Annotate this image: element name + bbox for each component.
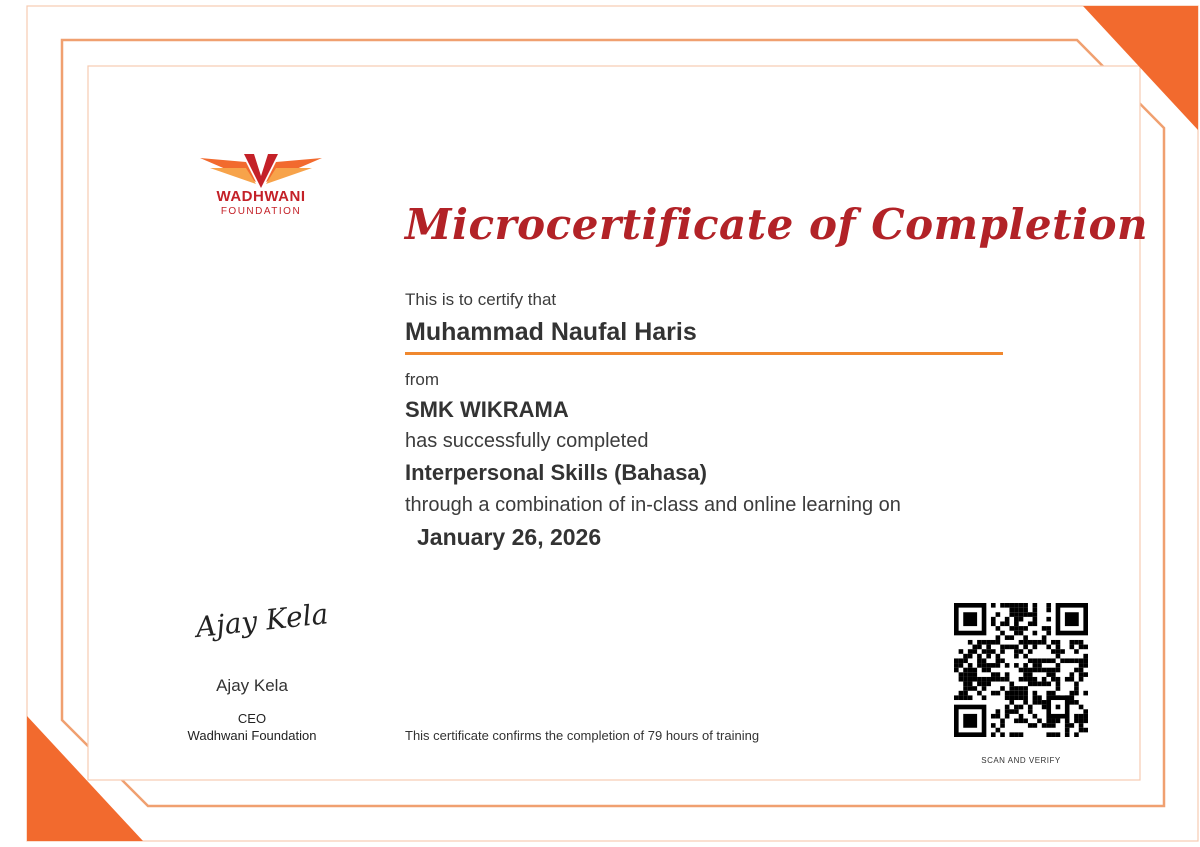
signatory-name: Ajay Kela xyxy=(216,676,288,695)
certify-intro: This is to certify that xyxy=(405,290,557,309)
qr-code-icon[interactable] xyxy=(954,603,1088,737)
institution-name: SMK WIKRAMA xyxy=(405,397,569,422)
logo-subtitle: FOUNDATION xyxy=(220,206,302,217)
completion-date: January 26, 2026 xyxy=(417,524,602,550)
from-label: from xyxy=(405,370,439,389)
logo-name: WADHWANI xyxy=(216,188,306,205)
signatory-role: CEO xyxy=(237,711,267,726)
wadhwani-logo xyxy=(196,152,326,218)
signature: Ajay Kela xyxy=(194,597,330,644)
course-name: Interpersonal Skills (Bahasa) xyxy=(405,460,707,485)
hours-note: This certificate confirms the completion of 79 hours of training xyxy=(405,728,760,743)
method-text: through a combination of in-class and online learning on xyxy=(405,494,901,516)
wadhwani-wings-icon xyxy=(196,152,326,188)
signatory-organization: Wadhwani Foundation xyxy=(187,728,317,743)
name-underline xyxy=(405,352,1003,355)
recipient-name: Muhammad Naufal Haris xyxy=(405,318,697,346)
certificate-title: Microcertificate of Completion xyxy=(405,200,1149,249)
completed-label: has successfully completed xyxy=(405,430,649,452)
qr-caption: SCAN AND VERIFY xyxy=(981,756,1061,765)
